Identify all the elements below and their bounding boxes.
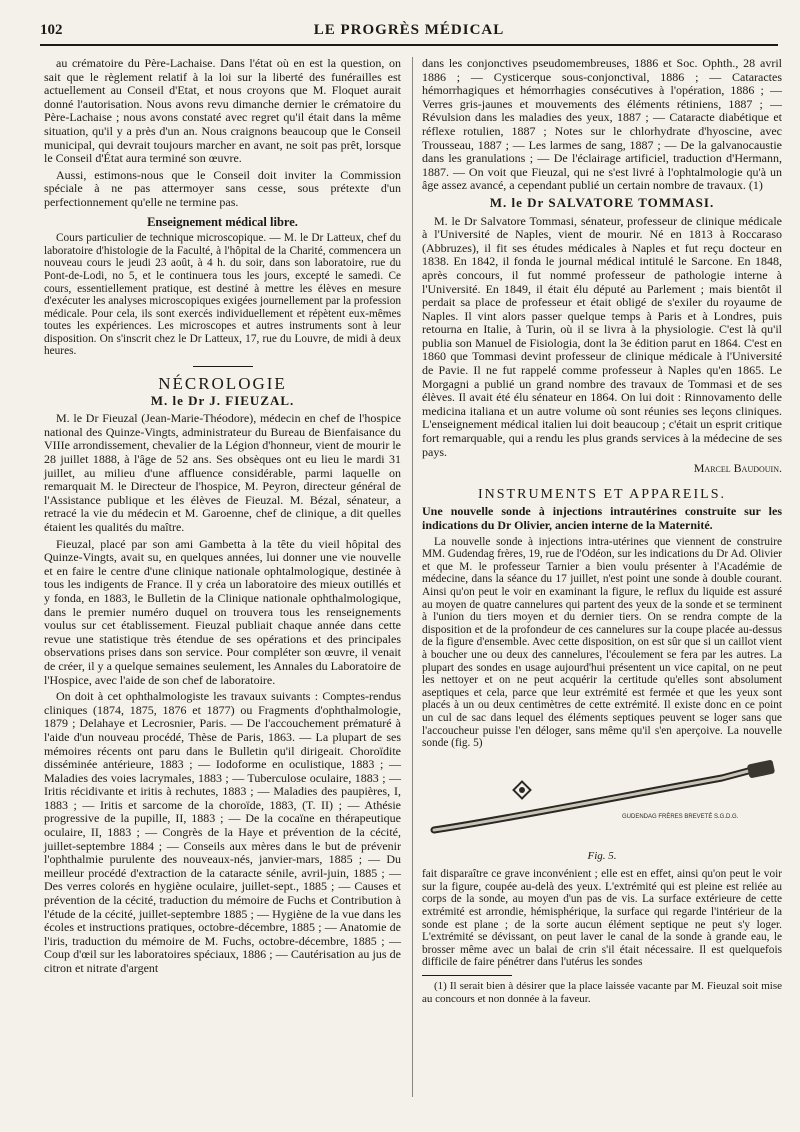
journal-title: LE PROGRÈS MÉDICAL <box>313 22 505 38</box>
paragraph-fieuzal-1: M. le Dr Fieuzal (Jean-Marie-Théodore), médecin en chef de l'hospice national des Quinze-Vingts, administrateur du Bureau de Bienfaisance du VIIIe arrondissement, chevalier de la Légion d'honneur, vient de mourir le 28 juillet 1888, à l'âge de 52 ans. Ses obsèques ont eu lieu le mardi 31 juillet, au milieu d'une affluence considérable, parmi laquelle on remarquait M. le Directeur de l'hospice, M. Peyron, directeur général de l'Assistance publique et les élèves de Fieuzal. M. Bézal, sénateur, a retracé la vie du médecin et M. Garoenne, chef de clinique, a dit quelles étaient les qualités du maître. <box>44 411 401 534</box>
footnote: (1) Il serait bien à désirer que la place laissée vacante par M. Fieuzal soit mise au concours et non donnée à la faveur. <box>422 980 782 1005</box>
header-rule <box>40 44 778 46</box>
sonde-illustration <box>422 756 782 836</box>
footnote-rule <box>422 975 512 976</box>
figure-sonde <box>422 756 782 848</box>
signature: Marcel Baudouin. <box>693 461 782 476</box>
paragraph-fieuzal-2: Fieuzal, placé par son ami Gambetta à la tête du vieil hôpital des Quinze-Vingts, avait su, en quelques années, lui donner une vie nouvelle et en faire le centre d'une clinique nationale ophtalmologique, destinée à tous les indigents de France. Il y créa un laboratoire des mieux outillés et y fonda, en 1883, le Bulletin de la Clinique nationale ophthalmologique, dans le premier numéro duquel on trouvera tous les renseignements voulus sur cet établissement. Fieuzal publiait chaque année dans cette revue une statistique très étendue de ses opérations et des principales observations prises dans son service. Pour compléter son œuvre, il venait de créer, il y a quelque semaines seulement, les Annales du Laboratoire de l'Hospice, avec l'aide de son chef de laboratoire. <box>44 536 401 687</box>
heading-enseignement: Enseignement médical libre. <box>147 214 298 229</box>
paragraph-cours: Cours particulier de technique microscopique. — M. le Dr Latteux, chef du laboratoire d'histologie de la Faculté, à l'hôpital de la Charité, commencera un nouveau cours le jeudi 23 août, à 4 h. du soir, dans son laboratoire, rue du Pont-de-Lodi, no 5, et le continuera tous les jours, excepté le samedi. Ce cours, essentiellement pratique, est destiné à mettre les élèves en mesure d'exécuter les analyses microscopiques exigées journellement par la profession médicale. Pour cela, ils sont exercés individuellement et répètent eux-mêmes toutes les expériences. Les microscopes et autres instruments sont à leur disposition. On s'inscrit chez le Dr Latteux, 17, rue du Louvre, de midi à deux heures. <box>44 232 401 358</box>
page-header <box>40 22 778 42</box>
column-divider <box>412 57 413 1097</box>
page-number: 102 <box>40 22 63 38</box>
heading-instruments: INSTRUMENTS ET APPAREILS. <box>478 486 726 502</box>
paragraph-crematoire: au crématoire du Père-Lachaise. Dans l'état où en est la question, on sait que le règlement relatif à la loi sur la liberté des funérailles est actuellement au Conseil d'Etat, et nous croyons que M. Floquet aurait donné l'autorisation. Nous avons revu dimanche dernier le crématoire du Père-Lachaise ; nous avons constaté avec regret qu'il était dans la même situation, qu'il y a près d'un an. Nous craignons beaucoup que le Conseil municipal, qui devrait toujours marcher en avant, ne soit pas prêt, lorsque le Conseil d'État aura terminé son œuvre. <box>44 56 401 166</box>
figure-caption: Fig. 5. <box>587 849 617 862</box>
left-column <box>44 57 401 979</box>
heading-necrologie: NÉCROLOGIE <box>158 374 287 394</box>
paragraph-continuation: dans les conjonctives pseudomembreuses, 1886 et Soc. Ophth., 28 avril 1886 ; — Cysticerque sous-conjonctival, 1886 ; — Cataractes hémorrhagiques et hémorrhagies consécutives à l'opération, 1886 ; — Verres gris-jaunes et mouvements des éléments rétiniens, 1887 ; — Révulsion dans les maladies des yeux, 1887 ; — Cataracte diabétique et réflexe rotulien, 1887 ; Notes sur le chlorhydrate d'hyoscine, avec Trousseau, 1887 ; — Les larmes de sang, 1887 ; — De la galvanocaustie dans les granulations ; — De l'éclairage artificiel, traduction d'Hermann, 1887. — On voit que Fieuzal, qui ne s'est livré à l'ophtalmologie qu'à un âge assez avancé, a cependant publié un certain nombre de travaux. (1) <box>422 56 782 193</box>
section-separator <box>193 366 253 367</box>
heading-tommasi: M. le Dr SALVATORE TOMMASI. <box>489 194 715 210</box>
paragraph-tommasi: M. le Dr Salvatore Tommasi, sénateur, professeur de clinique médicale à l'Université de Naples, vient de mourir. Né en 1813 à Roccaraso (Abbruzes), il fit ses études médicales à Naples et fut reçu docteur en 1838. En 1842, il fonda le journal médical intitulé le Sarcone. En 1848, après concours, il fut nommé professeur de pathologie interne à l'Université. En 1849, il était élu député au Parlement ; mais bientôt il perdait sa place de professeur et était obligé de s'exiler du royaume de Naples. Il vint alors passer quelque temps à Paris et à Londres, puis retourna en Italie, à Turin, où il se livra à la physiologie. C'est là qu'il publia son Manuel de Fisiologia, dont la 3e édition parut en 1864. C'est en 1860 que Tommasi devint professeur de clinique médicale à l'Université de Pavie. Il ne fut rappelé comme professeur à Naples qu'en 1865. Le Morgagni a publié un grand nombre des travaux de Tommasi et de ses élèves. Il avait été élu sénateur en 1864. On lui doit : Rinnovamento delle medicina italiana et un autre volume où sont réunies ses leçons cliniques. L'enseignement médical italien lui doit beaucoup ; c'était un esprit critique fort remarquable, qui a rendu les plus grands services à la médecine de ses pays. <box>422 213 782 459</box>
paragraph-sonde-2: fait disparaître ce grave inconvénient ; elle est en effet, ainsi qu'on peut le voir sur la figure, coupée au-delà des yeux. L'extrémité qui est pleine est reliée au corps de la sonde, au moyen d'un pas de vis. La surface extérieure de cette extrémité est arrondie, hémisphérique, la surface qui regarde l'intérieur de la sonde est plane ; de la sorte aucun élément septique ne peut s'y loger. L'extrémité se dévissant, on peut laver le canal de la sonde à grande eau, le brosser même avec un balai de crin s'il était nécessaire. Il est quelquefois difficile de faire pénétrer dans l'utérus les sondes <box>422 868 782 969</box>
paragraph-aussi: Aussi, estimons-nous que le Conseil doit inviter la Commission spéciale à ne pas attermoyer sans cesse, sous prétexte d'un perfectionnement qu'elle ne termine pas. <box>44 167 401 209</box>
article-title: Une nouvelle sonde à injections intrautérines construite sur les indications du Dr Olivier, ancien interne de la Maternité. <box>422 504 782 532</box>
paragraph-sonde-1: La nouvelle sonde à injections intra-utérines que viennent de construire MM. Gudendag frères, 19, rue de l'Odéon, sur les indications du Dr Ad. Olivier et que M. le professeur Tarnier a bien voulu présenter à l'Académie de médecine, dans la séance du 17 juillet, n'est point une sonde à double courant. Ainsi qu'on peut le voir en examinant la figure, le reflux du liquide est assuré au moyen de quatre cannelures qui partent des yeux de la sonde et se terminent à l'union du tiers moyen et du dernier tiers. On se rendra compte de la disposition et de la profondeur de ces cannelures sur la coupe placée au-dessus de la figure d'ensemble. Avec cette disposition, on est sûr que si un caillot vient à boucher une ou deux des cannelures, l'écoulement se fera par les autres. La plupart des sondes en usage aujourd'hui présentent un vice capital, on ne peut les nettoyer et on ne peut acquérir la certitude qu'elles sont absolument aseptiques et cela, parce que leur extrémité est fermée et que les yeux sont placés à un ou deux centimètres de cette extrémité. Il existe donc en ce point un cul de sac dans lequel des éléments septiques peuvent se loger sans que l'accoucheur puisse l'en déloger, sans même qu'il s'en aperçoive. La nouvelle sonde (fig. 5) <box>422 535 782 750</box>
paragraph-fieuzal-3: On doit à cet ophthalmologiste les travaux suivants : Comptes-rendus cliniques (1874, 1875, 1876 et 1877) ou Fragments d'ophthalmologie, 1879 ; Delahaye et Lecrosnier, Paris. — De l'accouchement prématuré à l'aide d'un nouveau procédé, Thèse de Paris, 1863. — La plupart de ses mémoires récents ont paru dans le Bulletin qu'il dirigeait. Choroïdite disséminée antérieure, 1883 ; — Iodoforme en oculistique, 1883 ; — Maladies des voies lacrymales, 1883 ; — Tuberculose oculaire, 1883 ; — Iritis récidivante et iritis à rechutes, 1883 ; — Maladies des paupières, I, 1883 ; — Iritis et sarcome de la choroïde, 1883, (T. II) ; — Athésie progressive de la pupille, II, 1883 ; — De la cocaïne en thérapeutique oculaire, II, 1883 ; — Congrès de la Haye et prévention de la cécité, juillet-septembre 1884 ; — Conseils aux mères dans le but de prévenir l'ophthalmie purulente des nouveaux-nés, janvier-mars, 1885 ; — Du meilleur procédé d'extraction de la cataracte sénile, avril-juin, 1885 ; — Des verres colorés en hygiène oculaire, juillet-sept., 1885 ; — Causes et prévention de la cécité, traduction du mémoire de Fuchs et Contribution à l'étude de la cécité, juillet-septembre 1885 ; — Hygiène de la vue dans les écoles et instructions pratiques, octobre-décembre, 1885 ; — Anatomie de l'iris, traduction du mémoire de M. Fuchs, octobre-décembre, 1885 ; — Coup d'œil sur les laboratoires spéciaux, 1886 ; — Cautérisation au jus de citron et nitrate d'argent <box>44 689 401 975</box>
right-column <box>422 57 782 1005</box>
figure-engraving: GUDENDAG FRÈRES BREVETÉ S.G.D.G. <box>622 813 739 820</box>
heading-fieuzal: M. le Dr J. FIEUZAL. <box>150 392 295 408</box>
